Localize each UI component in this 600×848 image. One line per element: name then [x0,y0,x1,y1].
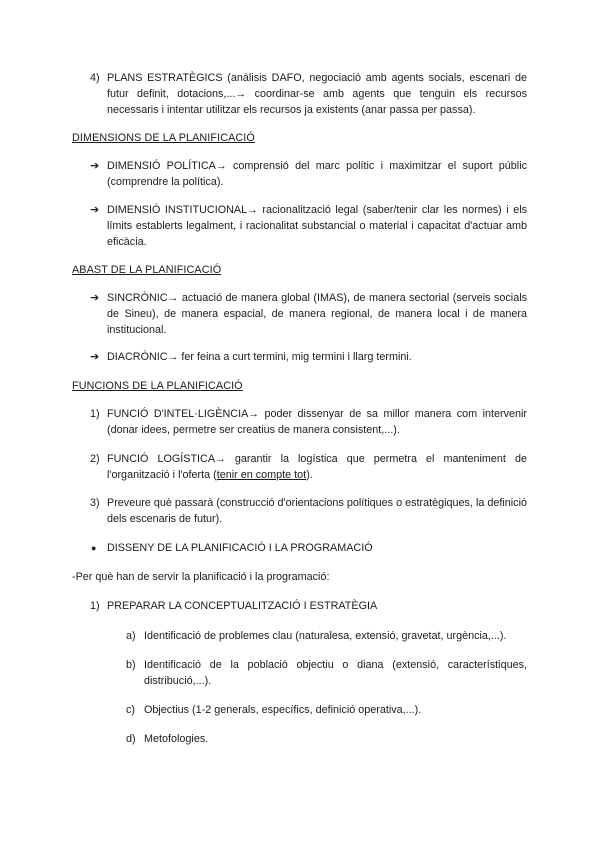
arrow-icon: ➔ [90,292,100,304]
list-number: 2) [90,453,100,465]
list-number: 4) [90,72,100,84]
subitem-b-text: Identificació de la població objectiu o diana (extensió, característiques, distribució,...). [144,659,527,687]
list-letter: b) [126,659,136,671]
bullet-icon: ● [91,543,97,553]
list-number: 1) [90,600,100,612]
arrow-icon: ➔ [90,351,100,363]
dimensio-institucional-text: DIMENSIÓ INSTITUCIONAL→ racionalització legal (saber/tenir clar les normes) i els límits establerts legalment, i racionalitat substancial o material i capacitat d'actuar amb eficàcia. [107,204,527,248]
question-line: -Per què han de servir la planificació i la programació: [72,571,330,583]
funcio-logistica-text: FUNCIÓ LOGÍSTICA→ garantir la logística que permetra el manteniment de l'organització i l'oferta (tenir en compte tot). [107,453,527,481]
list-letter: c) [126,704,135,716]
arrow-icon: ➔ [90,204,100,216]
plans-estrategics-text: PLANS ESTRATÈGICS (anàlisis DAFO, negociació amb agents socials, escenari de futur definit, dotacions,...→ coordinar-se amb agents que tenguin els recursos necessaris i intentar utilitzar els recursos ja existents (anar passa per passa). [107,72,527,116]
underlined-phrase: tenir en compte tot [216,468,307,481]
dimensions-heading: DIMENSIONS DE LA PLANIFICACIÓ [72,132,255,144]
sincronic-text: SINCRÒNIC→ actuació de manera global (IMAS), de manera sectorial (serveis socials de Sineu), de manera espacial, de manera regional, de manera local i de manera institucional. [107,292,527,336]
preparar-heading: PREPARAR LA CONCEPTUALITZACIÓ I ESTRATÈGIA [107,600,378,612]
preveure-text: Preveure què passarà (construcció d'orientacions polítiques o estratègiques, la definició dels escenaris de futur). [107,497,527,525]
list-number: 3) [90,497,100,509]
diacronic-text: DIACRÒNIC→ fer feina a curt termini, mig termini i llarg termini. [107,351,412,363]
funcio-intelligencia-text: FUNCIÓ D'INTEL·LIGÈNCIA→ poder dissenyar de sa millor manera com intervenir (donar idees, permetre ser creatius de manera consistent,...). [107,408,527,436]
subitem-c-text: Objectius (1-2 generals, específics, definició operativa,...). [144,704,422,716]
list-letter: d) [126,733,136,745]
arrow-icon: ➔ [90,160,100,172]
subitem-a-text: Identificació de problemes clau (naturalesa, extensió, gravetat, urgència,...). [144,630,507,642]
disseny-heading: DISSENY DE LA PLANIFICACIÓ I LA PROGRAMACIÓ [107,542,373,554]
list-letter: a) [126,630,136,642]
abast-heading: ABAST DE LA PLANIFICACIÓ [72,264,222,276]
list-number: 1) [90,408,100,420]
subitem-d-text: Metofologies. [144,733,209,745]
dimensio-politica-text: DIMENSIÓ POLÍTICA→ comprensió del marc polític i maximitzar el suport públic (comprendre la política). [107,160,527,188]
funcions-heading: FUNCIONS DE LA PLANIFICACIÓ [72,380,243,392]
